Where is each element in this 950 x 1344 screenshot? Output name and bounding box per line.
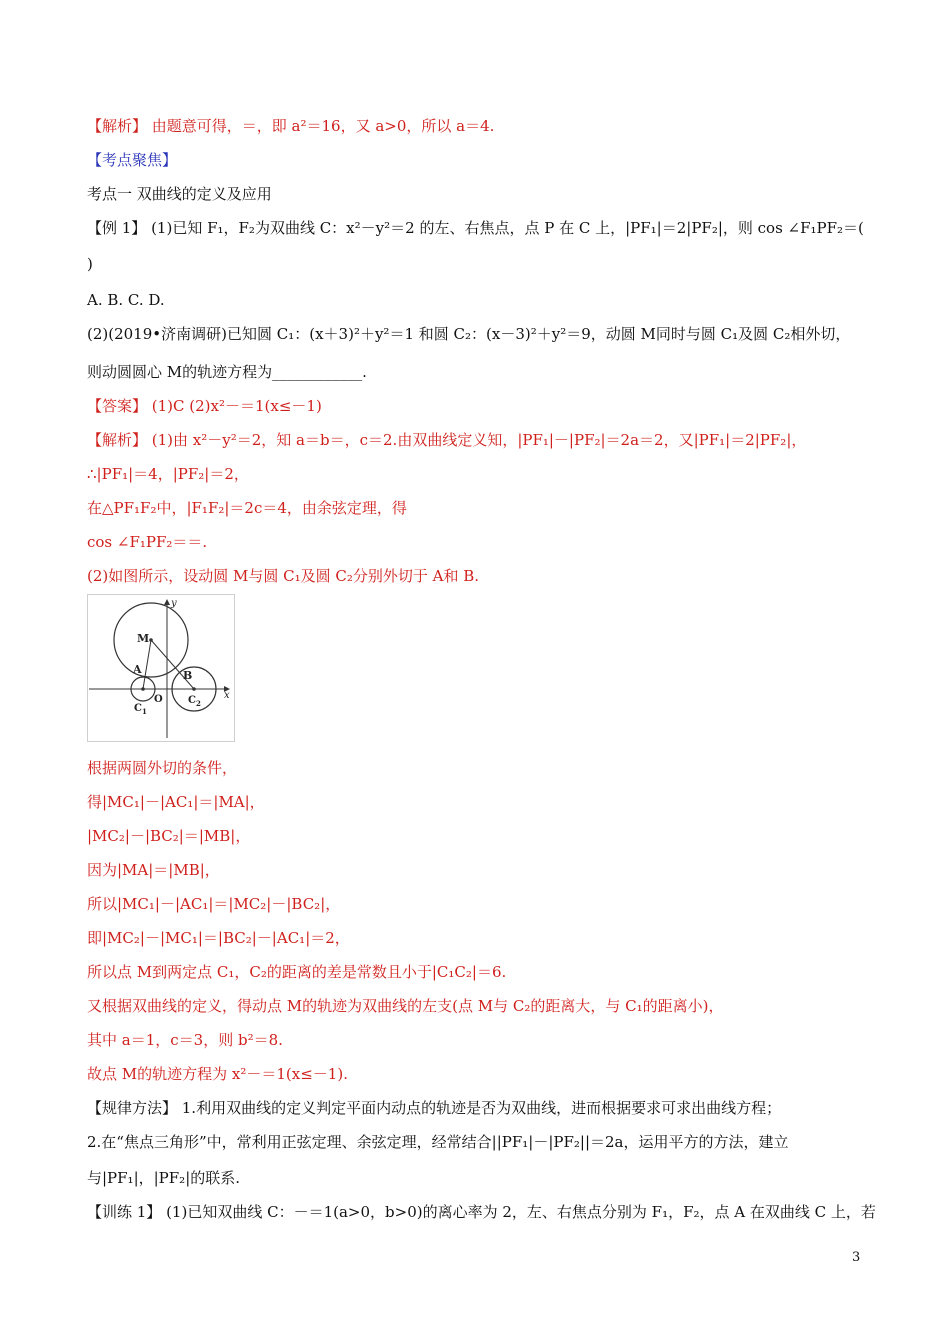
text-line-l21: 所以点 M到两定点 C₁，C₂的距离的差是常数且小于|C₁C₂|＝6. — [87, 963, 507, 981]
text-line-l05: ) — [87, 255, 93, 273]
point-m — [149, 638, 153, 642]
y-axis-arrow — [164, 599, 170, 605]
text-line-l19: 所以|MC₁|－|AC₁|＝|MC₂|－|BC₂|， — [87, 895, 341, 913]
text-line-l01: 【解析】 由题意可得，＝，即 a²＝16，又 a>0，所以 a＝4. — [87, 117, 495, 135]
text-line-l23: 其中 a＝1，c＝3，则 b²＝8. — [87, 1031, 283, 1049]
text-line-l04: 【例 1】 (1)已知 F₁，F₂为双曲线 C：x²－y²＝2 的左、右焦点，点 P 在 C 上，|PF₁|＝2|PF₂|，则 cos ∠F₁PF₂＝( — [87, 219, 864, 237]
text-line-l28: 【训练 1】 (1)已知双曲线 C：－＝1(a>0，b>0)的离心率为 2，左、右焦点分别为 F₁，F₂，点 A 在双曲线 C 上，若 — [87, 1203, 876, 1221]
label-a: A — [133, 663, 142, 676]
label-c1: $C_1$ — [134, 703, 147, 716]
text-line-l27: 与|PF₁|，|PF₂|的联系. — [87, 1169, 241, 1187]
text-line-l25: 【规律方法】 1.利用双曲线的定义判定平面内动点的轨迹是否为双曲线，进而根据要求可求出曲线方程； — [87, 1099, 782, 1117]
point-c2 — [192, 687, 196, 691]
text-line-l13: cos ∠F₁PF₂＝＝. — [87, 533, 208, 551]
text-line-l26: 2.在“焦点三角形”中，常利用正弦定理、余弦定理，经常结合||PF₁|－|PF₂||＝2a，运用平方的方法，建立 — [87, 1133, 789, 1151]
text-line-l18: 因为|MA|＝|MB|， — [87, 861, 220, 879]
text-line-l08: 则动圆圆心 M的轨迹方程为____________. — [87, 363, 367, 381]
label-o: O — [154, 694, 163, 705]
point-c1 — [141, 687, 145, 691]
text-line-l14: (2)如图所示，设动圆 M与圆 C₁及圆 C₂分别外切于 A和 B. — [87, 567, 480, 585]
label-b: B — [183, 669, 193, 682]
text-line-l07: (2)(2019•济南调研)已知圆 C₁：(x＋3)²＋y²＝1 和圆 C₂：(x－3)²＋y²＝9，动圆 M同时与圆 C₁及圆 C₂相外切， — [87, 325, 851, 343]
text-line-l15: 根据两圆外切的条件， — [87, 759, 238, 777]
text-line-l09: 【答案】 (1)C (2)x²－＝1(x≤－1) — [87, 397, 322, 415]
text-line-l03: 考点一 双曲线的定义及应用 — [87, 185, 272, 203]
page-number: 3 — [852, 1250, 861, 1265]
circles-figure — [87, 594, 235, 742]
text-line-l22: 又根据双曲线的定义，得动点 M的轨迹为双曲线的左支(点 M与 C₂的距离大，与 C₁的距离小)， — [87, 997, 724, 1015]
segment-mc1 — [143, 640, 151, 689]
text-line-l20: 即|MC₂|－|MC₁|＝|BC₂|－|AC₁|＝2， — [87, 929, 350, 947]
text-line-l12: 在△PF₁F₂中，|F₁F₂|＝2c＝4，由余弦定理，得 — [87, 499, 407, 517]
figure-frame — [88, 595, 235, 742]
text-line-l10: 【解析】 (1)由 x²－y²＝2，知 a＝b＝，c＝2.由双曲线定义知，|PF₁|－|PF₂|＝2a＝2，又|PF₁|＝2|PF₂|， — [87, 431, 807, 449]
label-x: x — [224, 690, 230, 701]
label-c2: $C_2$ — [188, 695, 201, 708]
label-m: M — [137, 632, 150, 645]
text-line-l11: ∴|PF₁|＝4，|PF₂|＝2， — [87, 465, 249, 483]
text-line-l16: 得|MC₁|－|AC₁|＝|MA|， — [87, 793, 265, 811]
label-y: y — [171, 598, 177, 609]
text-line-l06: A. B. C. D. — [87, 291, 165, 309]
text-line-l02: 【考点聚焦】 — [87, 151, 178, 169]
text-line-l17: |MC₂|－|BC₂|＝|MB|， — [87, 827, 251, 845]
text-line-l24: 故点 M的轨迹方程为 x²－＝1(x≤－1). — [87, 1065, 348, 1083]
